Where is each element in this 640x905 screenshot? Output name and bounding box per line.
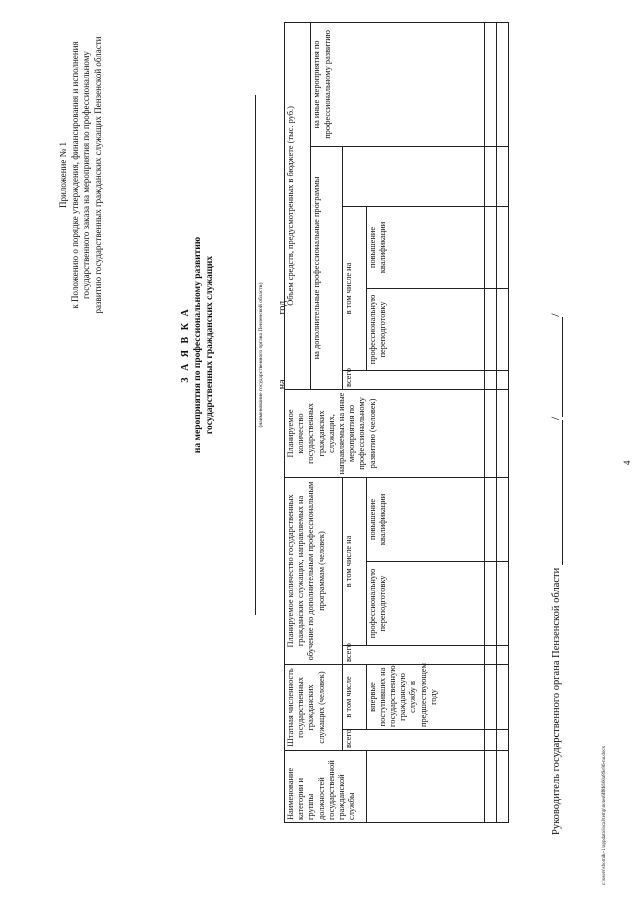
budget-total-header: всего [342,370,484,389]
dpp-retraining-header: профессиональную переподготовку [366,561,484,645]
signature-label: Руководитель государственного органа Пензенской области [551,567,562,835]
org-name-line [255,95,256,615]
planned-other-header: Планируемое количество государственных гражданских служащих, направляемых на иные мероприятия по профессиональному развитию (человек) [285,389,485,477]
budget-dpp-header: на дополнительные профессиональные программы [311,146,342,389]
staff-incl-header: в том числе [342,664,366,729]
request-table [284,22,509,823]
appendix-block [58,35,104,315]
budget-header: Объем средств, предусмотренных в бюджете (тыс. руб.) [285,22,311,389]
year-suffix: год [277,300,288,315]
signature-line: Руководитель государственного органа Пензенской области // [548,313,562,835]
year-prefix: на [277,379,288,390]
budget-qualification-header: повышение квалификации [366,206,484,288]
file-path: c:\users\sbornik~1\appdata\local\temp\notes6ff8fd\60a89e96-nu.docx [602,745,607,885]
dpp-incl-header: в том числе на [342,477,366,645]
title-line-1: З А Я В К А [180,307,191,383]
col-category-header: Наименование категории и группы должностей государственной гражданской службы [285,751,367,823]
planned-dpp-header: Планируемое количество государственных гражданских служащих, направляемых на обучение по дополнительным профессиональным программам (человек) [285,477,343,664]
budget-retraining-header: профессиональную переподготовку [366,288,484,370]
org-name-caption: (наименование государственного органа Пензенской области) [258,282,264,428]
staff-header: Штатная численность государственных гражданских служащих (человек) [285,664,343,750]
appendix-text: к Положению о порядке утверждения, финансирования и исполнения государственного заказа на мероприятия по профессиональному развитию государственных гражданских служащих Пензенской области [69,36,103,314]
page-number: 4 [622,460,632,465]
title-line-3: государственных гражданских служащих [205,255,215,435]
budget-other-header: на иные мероприятия по профессиональному развитию [311,22,485,146]
budget-incl-header: в том числе на [342,206,366,370]
table-row [484,22,496,822]
dpp-qualification-header: повышение квалификации [366,477,484,561]
appendix-title: Приложение № 1 [58,142,68,208]
staff-first-time-header: впервые поступивших на государственную гражданскую службу в предшествующем году [366,664,484,729]
table-row [496,22,508,822]
staff-total-header: всего [342,730,484,751]
document-title [180,85,216,605]
title-line-2: на мероприятия по профессиональному развитию [193,236,203,454]
dpp-total-header: всего [342,645,484,664]
